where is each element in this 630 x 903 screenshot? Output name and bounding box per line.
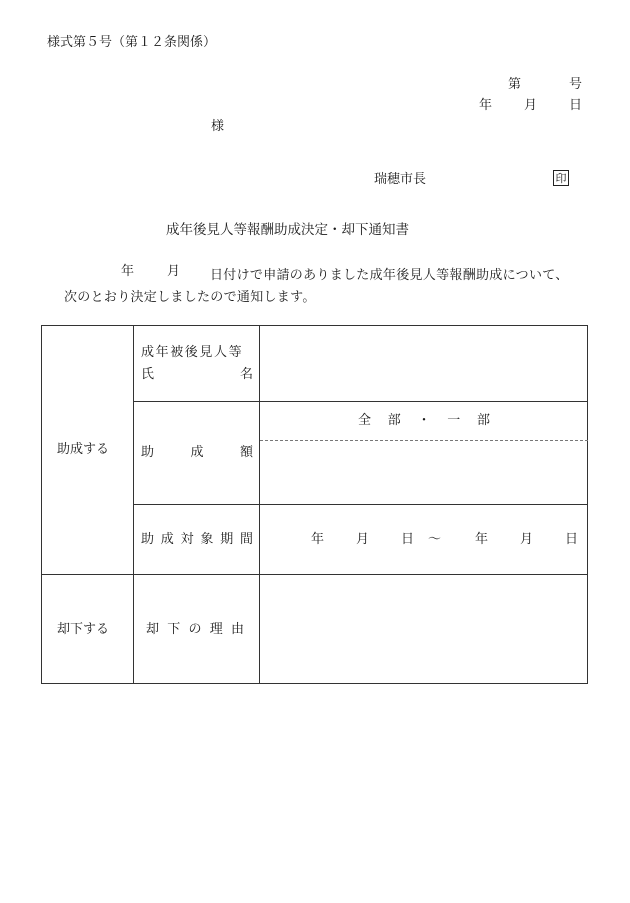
reject-reason-char: 理: [209, 622, 223, 637]
period-label-char: 期: [220, 532, 234, 547]
seal-mark: 印: [553, 170, 569, 186]
reject-reason-label: [146, 623, 244, 636]
period-start-year: 年: [311, 532, 325, 547]
number-suffix: 号: [569, 77, 583, 92]
addressee-honorific: 様: [211, 119, 225, 134]
amount-value[interactable]: [262, 444, 584, 501]
reject-reason-char: 却: [146, 622, 160, 637]
issuer-name: 瑞穂市長: [374, 172, 427, 187]
period-end-year: 年: [475, 532, 489, 547]
amount-label: [141, 446, 253, 459]
amount-option-char: ・: [417, 413, 431, 428]
form-label: 様式第５号（第１２条関係）: [47, 35, 217, 50]
body-text: 日付けで申請のありました成年後見人等報酬助成について、次のとおり決定しましたので通知します。: [64, 268, 569, 305]
period-end-day: 日: [565, 532, 579, 547]
amount-label-char: 額: [239, 445, 253, 460]
body-date-month: 月: [167, 264, 181, 279]
date-month: 月: [524, 98, 538, 113]
reject-section-label: 却下する: [57, 622, 110, 637]
amount-option-char: 部: [476, 413, 490, 428]
date-day: 日: [569, 98, 583, 113]
period-label-char: 対: [180, 532, 194, 547]
period-range-tilde: ～: [428, 532, 442, 547]
period-label: [141, 533, 253, 546]
period-end-month: 月: [520, 532, 534, 547]
amount-label-char: 成: [190, 445, 204, 460]
amount-option-char: 全: [358, 413, 372, 428]
document-title: 成年後見人等報酬助成決定・却下通知書: [166, 222, 409, 238]
period-label-char: 象: [200, 532, 214, 547]
period-label-char: 間: [239, 532, 253, 547]
period-label-char: 助: [141, 532, 155, 547]
body-date-year: 年: [121, 264, 135, 279]
amount-options: [358, 414, 490, 427]
period-start-day: 日: [401, 532, 415, 547]
reject-reason-value[interactable]: [262, 578, 584, 680]
ward-name-label-line2-a: 氏: [141, 367, 155, 382]
amount-label-char: 助: [141, 445, 155, 460]
period-start-month: 月: [356, 532, 370, 547]
date-year: 年: [479, 98, 493, 113]
number-prefix: 第: [508, 77, 522, 92]
ward-name-label-line2-b: 名: [240, 367, 254, 382]
ward-name-label-line1: 成年被後見人等: [141, 345, 244, 360]
grant-section-label: 助成する: [57, 442, 110, 457]
ward-name-value[interactable]: [262, 330, 584, 398]
reject-reason-char: 下: [167, 622, 181, 637]
reject-reason-char: の: [188, 622, 202, 637]
reject-reason-char: 由: [230, 622, 244, 637]
amount-option-char: 一: [447, 413, 461, 428]
period-label-char: 成: [160, 532, 174, 547]
amount-option-char: 部: [387, 413, 401, 428]
